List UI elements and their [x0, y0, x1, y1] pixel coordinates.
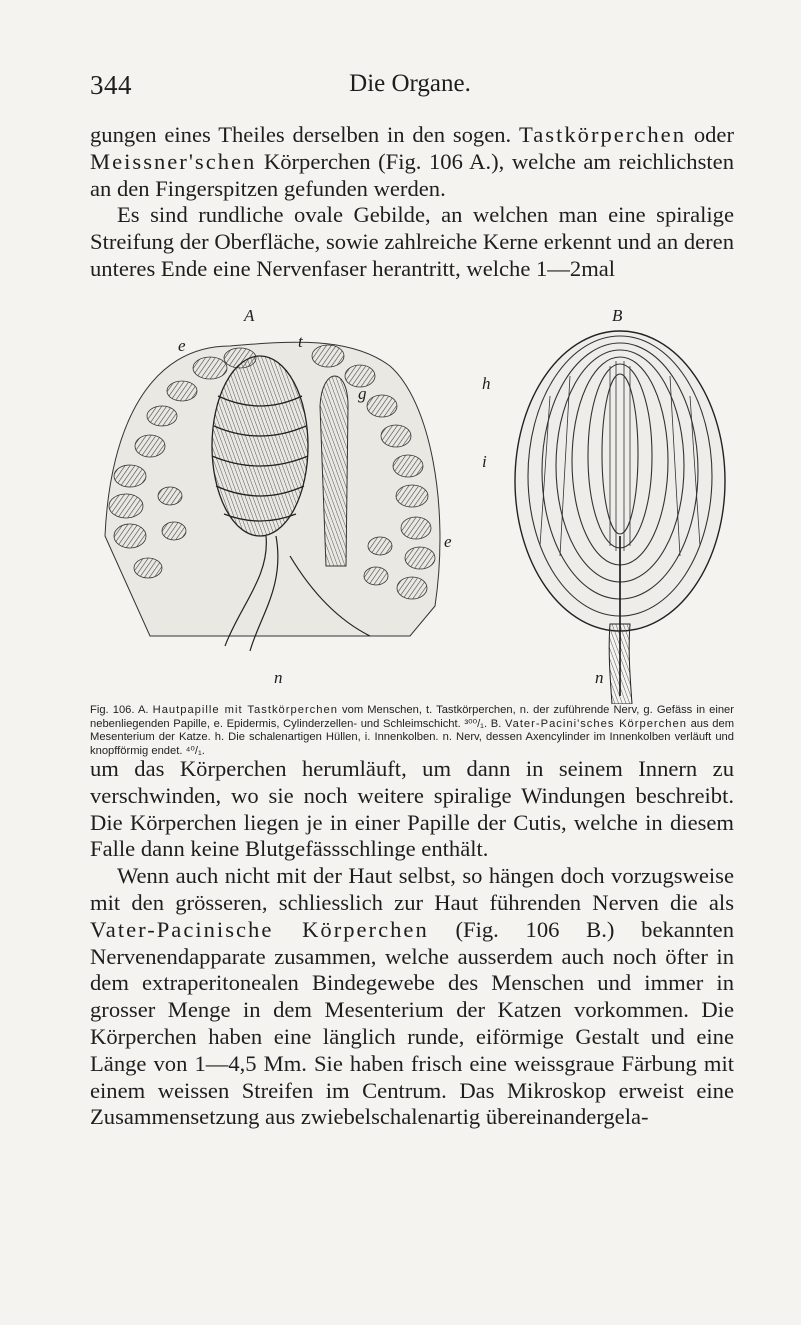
figure-illustration — [90, 306, 734, 704]
page-header — [90, 70, 730, 110]
term-tastkoerperchen: Tastkörperchen — [519, 122, 686, 147]
figure-106 — [90, 306, 734, 704]
caption-title-b: Vater-Pacini'sches Körperchen — [504, 717, 687, 730]
text-block-bottom — [90, 756, 734, 1131]
caption-title-a: Hautpapille mit Tastkörperchen — [152, 704, 338, 716]
figure-label-b: B — [612, 306, 623, 325]
figure-b-pacinian — [515, 331, 725, 704]
label-i: i — [482, 452, 487, 471]
text-block-top — [90, 122, 734, 283]
term-vater-pacini: Vater-Pacinische Körperchen — [90, 916, 429, 942]
label-e2: e — [444, 532, 452, 551]
page-number: 344 — [90, 70, 132, 100]
label-e: e — [178, 336, 186, 355]
term-meissner: Meissner'schen — [90, 148, 257, 174]
running-title: Die Organe. — [349, 70, 471, 97]
label-h: h — [482, 374, 491, 393]
paragraph: um das Körperchen herumläuft, um dann in seinem Innern zu verschwinden, wo sie noch weitere spiralige Windungen beschreibt. Die Körperchen liegen je in einer Papille der Cutis, welche in diesem Falle dann keine Blutgefässschlinge enthält. — [90, 756, 734, 862]
label-g: g — [358, 384, 367, 403]
label-n-a: n — [274, 668, 283, 687]
figure-label-a: A — [244, 306, 255, 325]
figure-a-papilla — [105, 342, 440, 651]
label-n-b: n — [595, 668, 604, 687]
paragraph: gungen eines Theiles derselben in den sogen. Tastkörperchen oder Meissner'schen Körperchen (Fig. 106 A.), welche am reichlichsten an den Fingerspitzen gefunden werden. — [90, 122, 734, 201]
figure-caption: Fig. 106. A. Hautpapille mit Tastkörperchen vom Menschen, t. Tastkörperchen, n. der zuführende Nerv, g. Gefäss in einer nebenliegenden Papille, e. Epidermis, Cylinderzellen- und Schleimschicht. ³⁰⁰/₁. B. Vater-Pacini'sches Körperchen aus dem Mesenterium der Katze. h. Die schalenartigen Hüllen, i. Innenkolben. n. Nerv, dessen Axencylinder im Innenkolben verläuft und knopfförmig endet. ⁴⁰/₁. — [90, 704, 735, 757]
paragraph: Es sind rundliche ovale Gebilde, an welchen man eine spiralige Streifung der Oberfläche, sowie zahlreiche Kerne erkennt und an deren unteres Ende eine Nervenfaser herantritt, welche 1—2mal — [90, 202, 734, 281]
paragraph: Wenn auch nicht mit der Haut selbst, so hängen doch vorzugsweise mit den grösseren, schliesslich zur Haut führenden Nerven die als Vater-Pacinische Körperchen (Fig. 106 B.) bekannten Nervenendapparate zusammen, welche ausserdem auch noch öfter in dem extraperitonealen Bindegewebe des Menschen und immer in grosser Menge in dem Mesenterium der Katzen vorkommen. Die Körperchen haben eine länglich runde, eiförmige Gestalt und eine Länge von 1—4,5 Mm. Sie haben frisch eine weissgraue Färbung mit einem weissen Streifen im Centrum. Das Mikroskop erweist eine Zusammensetzung aus zwiebelschalenartig übereinandergela- — [90, 863, 734, 1130]
label-t: t — [298, 332, 303, 351]
